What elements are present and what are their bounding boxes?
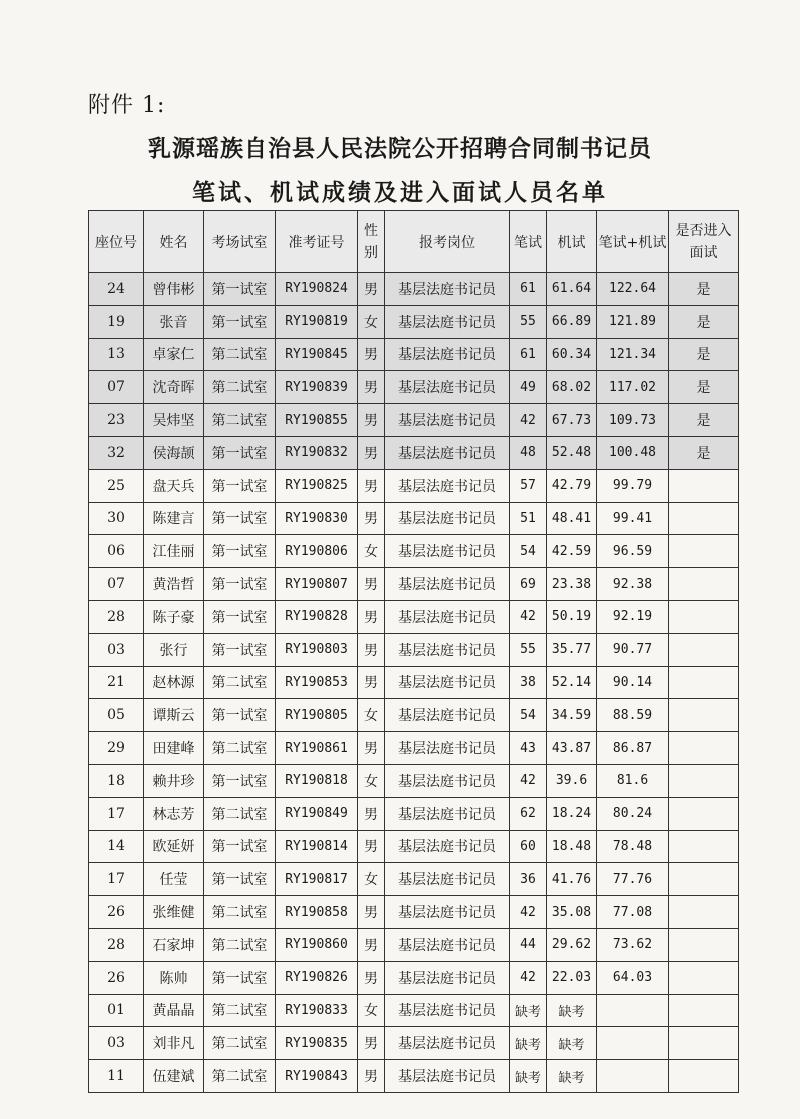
cell-total: 99.79 (597, 469, 669, 502)
cell-written: 42 (510, 961, 547, 994)
cell-gender: 女 (358, 699, 385, 732)
cell-seat: 19 (89, 305, 144, 338)
document-subtitle: 笔试、机试成绩及进入面试人员名单 (192, 179, 608, 206)
cell-gender: 女 (358, 535, 385, 568)
cell-room: 第一试室 (204, 469, 276, 502)
cell-ticket: RY190835 (276, 1027, 358, 1060)
cell-seat: 26 (89, 961, 144, 994)
cell-total: 86.87 (597, 732, 669, 765)
table-row (89, 502, 739, 535)
cell-written: 55 (510, 305, 547, 338)
table-row (89, 732, 739, 765)
cell-written: 42 (510, 764, 547, 797)
cell-ticket: RY190830 (276, 502, 358, 535)
cell-computer: 缺考 (547, 1060, 597, 1093)
cell-seat: 28 (89, 600, 144, 633)
cell-ticket: RY190803 (276, 633, 358, 666)
cell-computer: 67.73 (547, 404, 597, 437)
cell-name: 江佳丽 (144, 535, 204, 568)
cell-written: 48 (510, 436, 547, 469)
cell-position: 基层法庭书记员 (385, 600, 510, 633)
table-row (89, 797, 739, 830)
cell-computer: 42.79 (547, 469, 597, 502)
cell-position: 基层法庭书记员 (385, 699, 510, 732)
cell-interview (669, 797, 739, 830)
cell-interview (669, 994, 739, 1027)
cell-name: 谭斯云 (144, 699, 204, 732)
header-computer: 机试 (547, 211, 597, 273)
cell-gender: 男 (358, 469, 385, 502)
cell-position: 基层法庭书记员 (385, 305, 510, 338)
cell-name: 张音 (144, 305, 204, 338)
cell-seat: 26 (89, 896, 144, 929)
cell-room: 第一试室 (204, 273, 276, 306)
header-gender: 性别 (358, 211, 385, 273)
cell-computer: 48.41 (547, 502, 597, 535)
cell-gender: 男 (358, 797, 385, 830)
cell-position: 基层法庭书记员 (385, 404, 510, 437)
cell-written: 49 (510, 371, 547, 404)
cell-total: 100.48 (597, 436, 669, 469)
cell-name: 陈子豪 (144, 600, 204, 633)
cell-name: 吴炜坚 (144, 404, 204, 437)
table-row (89, 568, 739, 601)
cell-room: 第一试室 (204, 633, 276, 666)
header-written: 笔试 (510, 211, 547, 273)
cell-ticket: RY190853 (276, 666, 358, 699)
cell-total: 90.14 (597, 666, 669, 699)
cell-gender: 男 (358, 961, 385, 994)
cell-gender: 男 (358, 502, 385, 535)
cell-seat: 25 (89, 469, 144, 502)
table-row (89, 830, 739, 863)
cell-written: 57 (510, 469, 547, 502)
cell-total: 99.41 (597, 502, 669, 535)
cell-name: 卓家仁 (144, 338, 204, 371)
cell-total (597, 1027, 669, 1060)
cell-seat: 14 (89, 830, 144, 863)
cell-room: 第一试室 (204, 830, 276, 863)
cell-room: 第二试室 (204, 732, 276, 765)
cell-position: 基层法庭书记员 (385, 338, 510, 371)
cell-written: 61 (510, 273, 547, 306)
table-row (89, 633, 739, 666)
cell-room: 第一试室 (204, 699, 276, 732)
cell-name: 沈奇晖 (144, 371, 204, 404)
cell-position: 基层法庭书记员 (385, 961, 510, 994)
cell-name: 黄浩哲 (144, 568, 204, 601)
cell-name: 赵林源 (144, 666, 204, 699)
cell-ticket: RY190839 (276, 371, 358, 404)
cell-interview (669, 1027, 739, 1060)
cell-written: 42 (510, 896, 547, 929)
cell-name: 盘天兵 (144, 469, 204, 502)
cell-name: 田建峰 (144, 732, 204, 765)
cell-computer: 39.6 (547, 764, 597, 797)
header-ticket: 准考证号 (276, 211, 358, 273)
cell-computer: 50.19 (547, 600, 597, 633)
cell-written: 60 (510, 830, 547, 863)
table-header-row (89, 211, 739, 273)
cell-ticket: RY190860 (276, 928, 358, 961)
cell-total (597, 994, 669, 1027)
cell-room: 第二试室 (204, 797, 276, 830)
cell-computer: 34.59 (547, 699, 597, 732)
cell-seat: 07 (89, 371, 144, 404)
cell-interview (669, 830, 739, 863)
cell-total: 92.19 (597, 600, 669, 633)
cell-name: 林志芳 (144, 797, 204, 830)
cell-room: 第二试室 (204, 371, 276, 404)
cell-gender: 男 (358, 830, 385, 863)
table-row (89, 994, 739, 1027)
cell-ticket: RY190825 (276, 469, 358, 502)
cell-room: 第一试室 (204, 305, 276, 338)
cell-room: 第二试室 (204, 896, 276, 929)
cell-computer: 22.03 (547, 961, 597, 994)
cell-ticket: RY190826 (276, 961, 358, 994)
cell-name: 陈帅 (144, 961, 204, 994)
cell-total: 78.48 (597, 830, 669, 863)
cell-total: 80.24 (597, 797, 669, 830)
cell-seat: 21 (89, 666, 144, 699)
cell-name: 石家坤 (144, 928, 204, 961)
cell-room: 第二试室 (204, 338, 276, 371)
cell-seat: 24 (89, 273, 144, 306)
cell-gender: 男 (358, 666, 385, 699)
results-table (88, 210, 739, 1093)
table-row (89, 1060, 739, 1093)
cell-interview (669, 666, 739, 699)
table-row (89, 896, 739, 929)
cell-gender: 男 (358, 273, 385, 306)
cell-interview: 是 (669, 404, 739, 437)
cell-seat: 07 (89, 568, 144, 601)
cell-interview (669, 535, 739, 568)
cell-ticket: RY190843 (276, 1060, 358, 1093)
cell-position: 基层法庭书记员 (385, 371, 510, 404)
cell-room: 第一试室 (204, 764, 276, 797)
cell-position: 基层法庭书记员 (385, 896, 510, 929)
header-position: 报考岗位 (385, 211, 510, 273)
cell-total: 64.03 (597, 961, 669, 994)
cell-room: 第二试室 (204, 1027, 276, 1060)
cell-written: 42 (510, 600, 547, 633)
cell-computer: 35.08 (547, 896, 597, 929)
cell-gender: 男 (358, 600, 385, 633)
cell-total: 117.02 (597, 371, 669, 404)
cell-room: 第一试室 (204, 961, 276, 994)
cell-interview: 是 (669, 371, 739, 404)
cell-name: 曾伟彬 (144, 273, 204, 306)
cell-position: 基层法庭书记员 (385, 732, 510, 765)
cell-computer: 68.02 (547, 371, 597, 404)
cell-name: 欧延妍 (144, 830, 204, 863)
cell-interview (669, 863, 739, 896)
cell-computer: 61.64 (547, 273, 597, 306)
cell-total: 121.89 (597, 305, 669, 338)
cell-total: 81.6 (597, 764, 669, 797)
cell-position: 基层法庭书记员 (385, 568, 510, 601)
header-room: 考场试室 (204, 211, 276, 273)
cell-name: 任莹 (144, 863, 204, 896)
cell-gender: 男 (358, 928, 385, 961)
cell-computer: 43.87 (547, 732, 597, 765)
cell-room: 第二试室 (204, 1060, 276, 1093)
cell-computer: 23.38 (547, 568, 597, 601)
cell-computer: 52.14 (547, 666, 597, 699)
header-interview: 是否进入面试 (669, 211, 739, 273)
cell-computer: 29.62 (547, 928, 597, 961)
cell-ticket: RY190858 (276, 896, 358, 929)
table-row (89, 666, 739, 699)
table-row (89, 1027, 739, 1060)
cell-computer: 35.77 (547, 633, 597, 666)
cell-gender: 男 (358, 633, 385, 666)
cell-gender: 男 (358, 896, 385, 929)
cell-computer: 缺考 (547, 994, 597, 1027)
header-name: 姓名 (144, 211, 204, 273)
cell-name: 侯海颉 (144, 436, 204, 469)
cell-seat: 01 (89, 994, 144, 1027)
cell-ticket: RY190805 (276, 699, 358, 732)
cell-seat: 23 (89, 404, 144, 437)
cell-room: 第二试室 (204, 994, 276, 1027)
cell-room: 第二试室 (204, 404, 276, 437)
cell-room: 第二试室 (204, 666, 276, 699)
cell-seat: 30 (89, 502, 144, 535)
table-row (89, 371, 739, 404)
cell-interview: 是 (669, 436, 739, 469)
cell-interview (669, 469, 739, 502)
cell-total: 92.38 (597, 568, 669, 601)
cell-gender: 男 (358, 404, 385, 437)
header-seat: 座位号 (89, 211, 144, 273)
cell-name: 陈建言 (144, 502, 204, 535)
attachment-label: 附件 1: (88, 93, 166, 118)
cell-written: 44 (510, 928, 547, 961)
cell-gender: 男 (358, 1027, 385, 1060)
cell-room: 第一试室 (204, 535, 276, 568)
cell-written: 54 (510, 535, 547, 568)
cell-seat: 06 (89, 535, 144, 568)
cell-seat: 03 (89, 1027, 144, 1060)
cell-total: 122.64 (597, 273, 669, 306)
cell-written: 缺考 (510, 994, 547, 1027)
cell-gender: 女 (358, 305, 385, 338)
cell-interview (669, 600, 739, 633)
cell-interview (669, 1060, 739, 1093)
cell-seat: 13 (89, 338, 144, 371)
cell-written: 38 (510, 666, 547, 699)
cell-seat: 11 (89, 1060, 144, 1093)
cell-computer: 缺考 (547, 1027, 597, 1060)
header-total: 笔试+机试 (597, 211, 669, 273)
cell-total: 88.59 (597, 699, 669, 732)
table-row (89, 338, 739, 371)
cell-ticket: RY190832 (276, 436, 358, 469)
cell-total: 73.62 (597, 928, 669, 961)
cell-computer: 66.89 (547, 305, 597, 338)
cell-written: 54 (510, 699, 547, 732)
cell-gender: 男 (358, 338, 385, 371)
cell-interview: 是 (669, 273, 739, 306)
cell-gender: 女 (358, 994, 385, 1027)
cell-seat: 18 (89, 764, 144, 797)
cell-position: 基层法庭书记员 (385, 1060, 510, 1093)
cell-computer: 18.48 (547, 830, 597, 863)
cell-interview (669, 633, 739, 666)
cell-ticket: RY190849 (276, 797, 358, 830)
cell-seat: 17 (89, 797, 144, 830)
table-row (89, 961, 739, 994)
cell-position: 基层法庭书记员 (385, 830, 510, 863)
cell-written: 42 (510, 404, 547, 437)
table-row (89, 404, 739, 437)
cell-interview (669, 896, 739, 929)
cell-written: 缺考 (510, 1027, 547, 1060)
cell-gender: 男 (358, 436, 385, 469)
cell-position: 基层法庭书记员 (385, 633, 510, 666)
cell-interview: 是 (669, 305, 739, 338)
cell-seat: 28 (89, 928, 144, 961)
table-row (89, 928, 739, 961)
cell-computer: 41.76 (547, 863, 597, 896)
cell-written: 43 (510, 732, 547, 765)
cell-seat: 05 (89, 699, 144, 732)
table-row (89, 600, 739, 633)
cell-position: 基层法庭书记员 (385, 928, 510, 961)
document-title: 乳源瑶族自治县人民法院公开招聘合同制书记员 (148, 135, 652, 162)
cell-position: 基层法庭书记员 (385, 469, 510, 502)
cell-interview (669, 502, 739, 535)
cell-ticket: RY190855 (276, 404, 358, 437)
table-row (89, 863, 739, 896)
cell-interview (669, 928, 739, 961)
cell-gender: 男 (358, 732, 385, 765)
table-row (89, 764, 739, 797)
cell-total: 90.77 (597, 633, 669, 666)
cell-gender: 女 (358, 863, 385, 896)
table-row (89, 305, 739, 338)
cell-computer: 60.34 (547, 338, 597, 371)
cell-written: 55 (510, 633, 547, 666)
cell-gender: 男 (358, 371, 385, 404)
table-row (89, 273, 739, 306)
cell-name: 刘非凡 (144, 1027, 204, 1060)
cell-ticket: RY190806 (276, 535, 358, 568)
cell-ticket: RY190818 (276, 764, 358, 797)
cell-room: 第一试室 (204, 502, 276, 535)
cell-total (597, 1060, 669, 1093)
cell-room: 第一试室 (204, 436, 276, 469)
cell-position: 基层法庭书记员 (385, 764, 510, 797)
cell-position: 基层法庭书记员 (385, 535, 510, 568)
cell-position: 基层法庭书记员 (385, 666, 510, 699)
cell-room: 第二试室 (204, 928, 276, 961)
cell-name: 赖井珍 (144, 764, 204, 797)
cell-written: 69 (510, 568, 547, 601)
cell-total: 77.08 (597, 896, 669, 929)
cell-seat: 17 (89, 863, 144, 896)
cell-computer: 52.48 (547, 436, 597, 469)
cell-room: 第一试室 (204, 568, 276, 601)
cell-written: 51 (510, 502, 547, 535)
cell-name: 黄晶晶 (144, 994, 204, 1027)
cell-seat: 03 (89, 633, 144, 666)
cell-ticket: RY190845 (276, 338, 358, 371)
cell-ticket: RY190833 (276, 994, 358, 1027)
cell-total: 96.59 (597, 535, 669, 568)
cell-ticket: RY190807 (276, 568, 358, 601)
cell-seat: 29 (89, 732, 144, 765)
cell-written: 缺考 (510, 1060, 547, 1093)
cell-interview (669, 764, 739, 797)
cell-name: 张行 (144, 633, 204, 666)
cell-position: 基层法庭书记员 (385, 436, 510, 469)
cell-ticket: RY190861 (276, 732, 358, 765)
cell-gender: 女 (358, 764, 385, 797)
cell-total: 121.34 (597, 338, 669, 371)
cell-ticket: RY190824 (276, 273, 358, 306)
cell-position: 基层法庭书记员 (385, 994, 510, 1027)
cell-ticket: RY190814 (276, 830, 358, 863)
cell-interview (669, 568, 739, 601)
cell-interview (669, 699, 739, 732)
cell-interview: 是 (669, 338, 739, 371)
cell-seat: 32 (89, 436, 144, 469)
cell-position: 基层法庭书记员 (385, 502, 510, 535)
cell-position: 基层法庭书记员 (385, 273, 510, 306)
cell-interview (669, 732, 739, 765)
cell-ticket: RY190819 (276, 305, 358, 338)
cell-total: 109.73 (597, 404, 669, 437)
cell-interview (669, 961, 739, 994)
cell-room: 第一试室 (204, 600, 276, 633)
cell-position: 基层法庭书记员 (385, 797, 510, 830)
cell-ticket: RY190828 (276, 600, 358, 633)
table-row (89, 535, 739, 568)
cell-written: 62 (510, 797, 547, 830)
cell-name: 张维健 (144, 896, 204, 929)
cell-ticket: RY190817 (276, 863, 358, 896)
cell-gender: 男 (358, 1060, 385, 1093)
cell-position: 基层法庭书记员 (385, 863, 510, 896)
table-row (89, 699, 739, 732)
cell-written: 61 (510, 338, 547, 371)
cell-name: 伍建斌 (144, 1060, 204, 1093)
cell-total: 77.76 (597, 863, 669, 896)
cell-gender: 男 (358, 568, 385, 601)
cell-written: 36 (510, 863, 547, 896)
cell-computer: 42.59 (547, 535, 597, 568)
table-row (89, 469, 739, 502)
cell-computer: 18.24 (547, 797, 597, 830)
cell-position: 基层法庭书记员 (385, 1027, 510, 1060)
table-row (89, 436, 739, 469)
cell-room: 第一试室 (204, 863, 276, 896)
